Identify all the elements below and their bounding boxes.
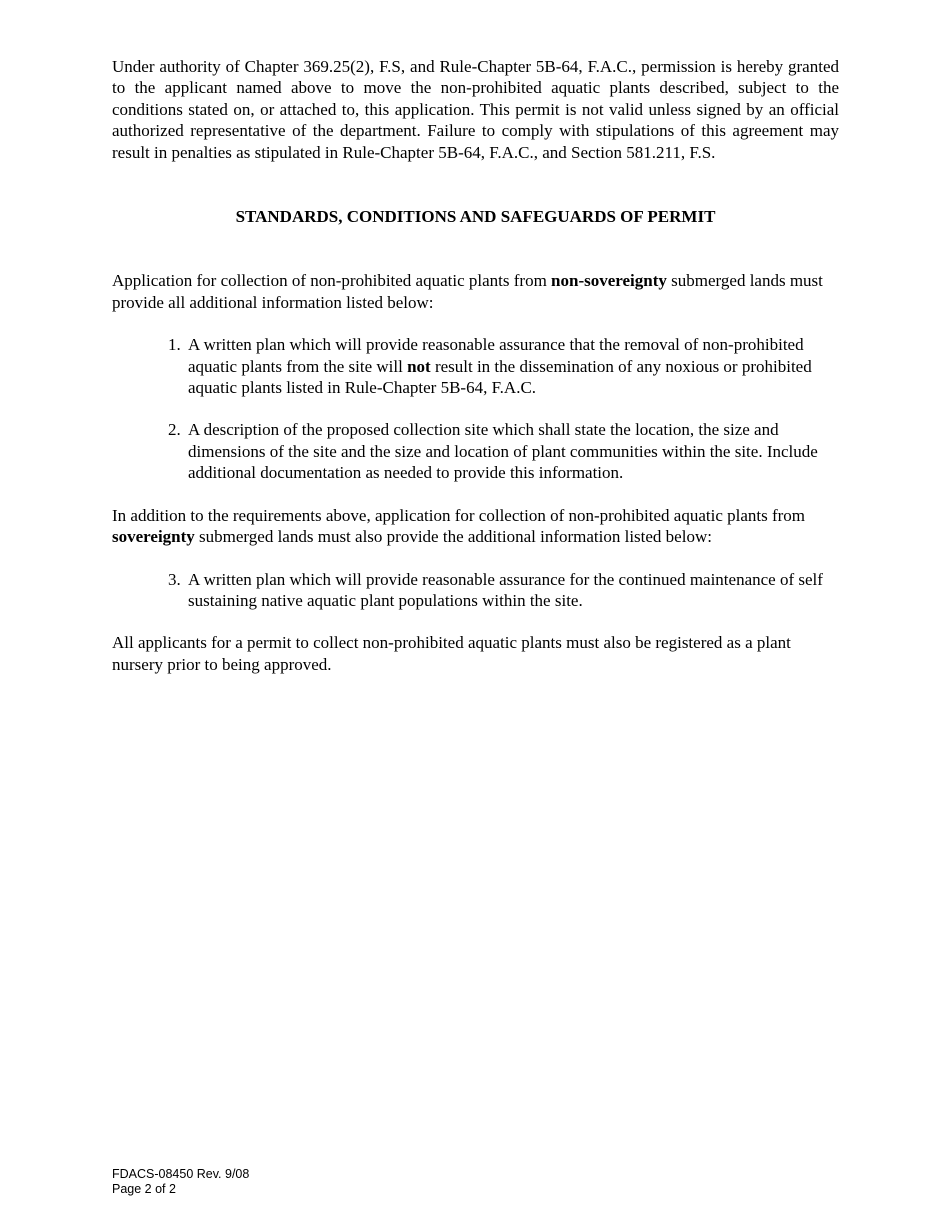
- non-sovereignty-paragraph: [112, 270, 839, 313]
- form-number: FDACS-08450 Rev. 9/08: [112, 1167, 250, 1181]
- item-text: A written plan which will provide reasonable assurance for the continued maintenance of self sustaining native aquatic plant populations within the site.: [188, 569, 823, 610]
- authority-paragraph: Under authority of Chapter 369.25(2), F.S, and Rule-Chapter 5B-64, F.A.C., permission is hereby granted to the applicant named above to move the non-prohibited aquatic plants described, subject to the conditions stated on, or attached to, this application. This permit is not valid unless signed by an official authorized representative of the department. Failure to comply with stipulations of this agreement may result in penalties as stipulated in Rule-Chapter 5B-64, F.A.C., and Section 581.211, F.S.: [112, 57, 839, 162]
- paragraph-text: submerged lands must also provide the additional information listed below:: [194, 527, 712, 547]
- item-number: 2.: [168, 420, 181, 440]
- paragraph-text: In addition to the requirements above, application for collection of non-prohibited aquatic plants from: [112, 505, 806, 525]
- requirement-item-3: [168, 569, 843, 612]
- document-body: [112, 56, 839, 675]
- item-number: 3.: [168, 569, 181, 589]
- paragraph-text: Application for collection of non-prohibited aquatic plants from: [112, 271, 552, 291]
- item-text: A description of the proposed collection site which shall state the location, the size and dimensions of the site and the size and location of plant communities within the site. Include additional documentation as needed to provide this information.: [188, 420, 818, 483]
- item-text: A written plan which will provide reasonable assurance that the removal of non-prohibited aquatic plants from the site will: [188, 335, 804, 376]
- item-text: result in the dissemination of any noxious or prohibited aquatic plants listed in Rule-Chapter 5B-64, F.A.C.: [188, 356, 812, 398]
- form-footer: [112, 1167, 249, 1197]
- sovereignty-paragraph: [112, 505, 839, 548]
- emphasis-non-sovereignty: non-sovereignty: [551, 271, 667, 291]
- emphasis-sovereignty: sovereignty: [112, 527, 195, 547]
- requirement-item-2: [168, 419, 843, 483]
- paragraph-text: submerged lands must provide all additional information listed below:: [112, 271, 823, 312]
- page-number: Page 2 of 2: [112, 1182, 176, 1196]
- requirement-item-1: [168, 334, 843, 398]
- registration-paragraph: All applicants for a permit to collect non-prohibited aquatic plants must also be registered as a plant nursery prior to being approved.: [112, 633, 791, 674]
- emphasis-not: not: [407, 356, 431, 376]
- section-heading: STANDARDS, CONDITIONS AND SAFEGUARDS OF PERMIT: [235, 207, 716, 227]
- item-number: 1.: [168, 335, 181, 355]
